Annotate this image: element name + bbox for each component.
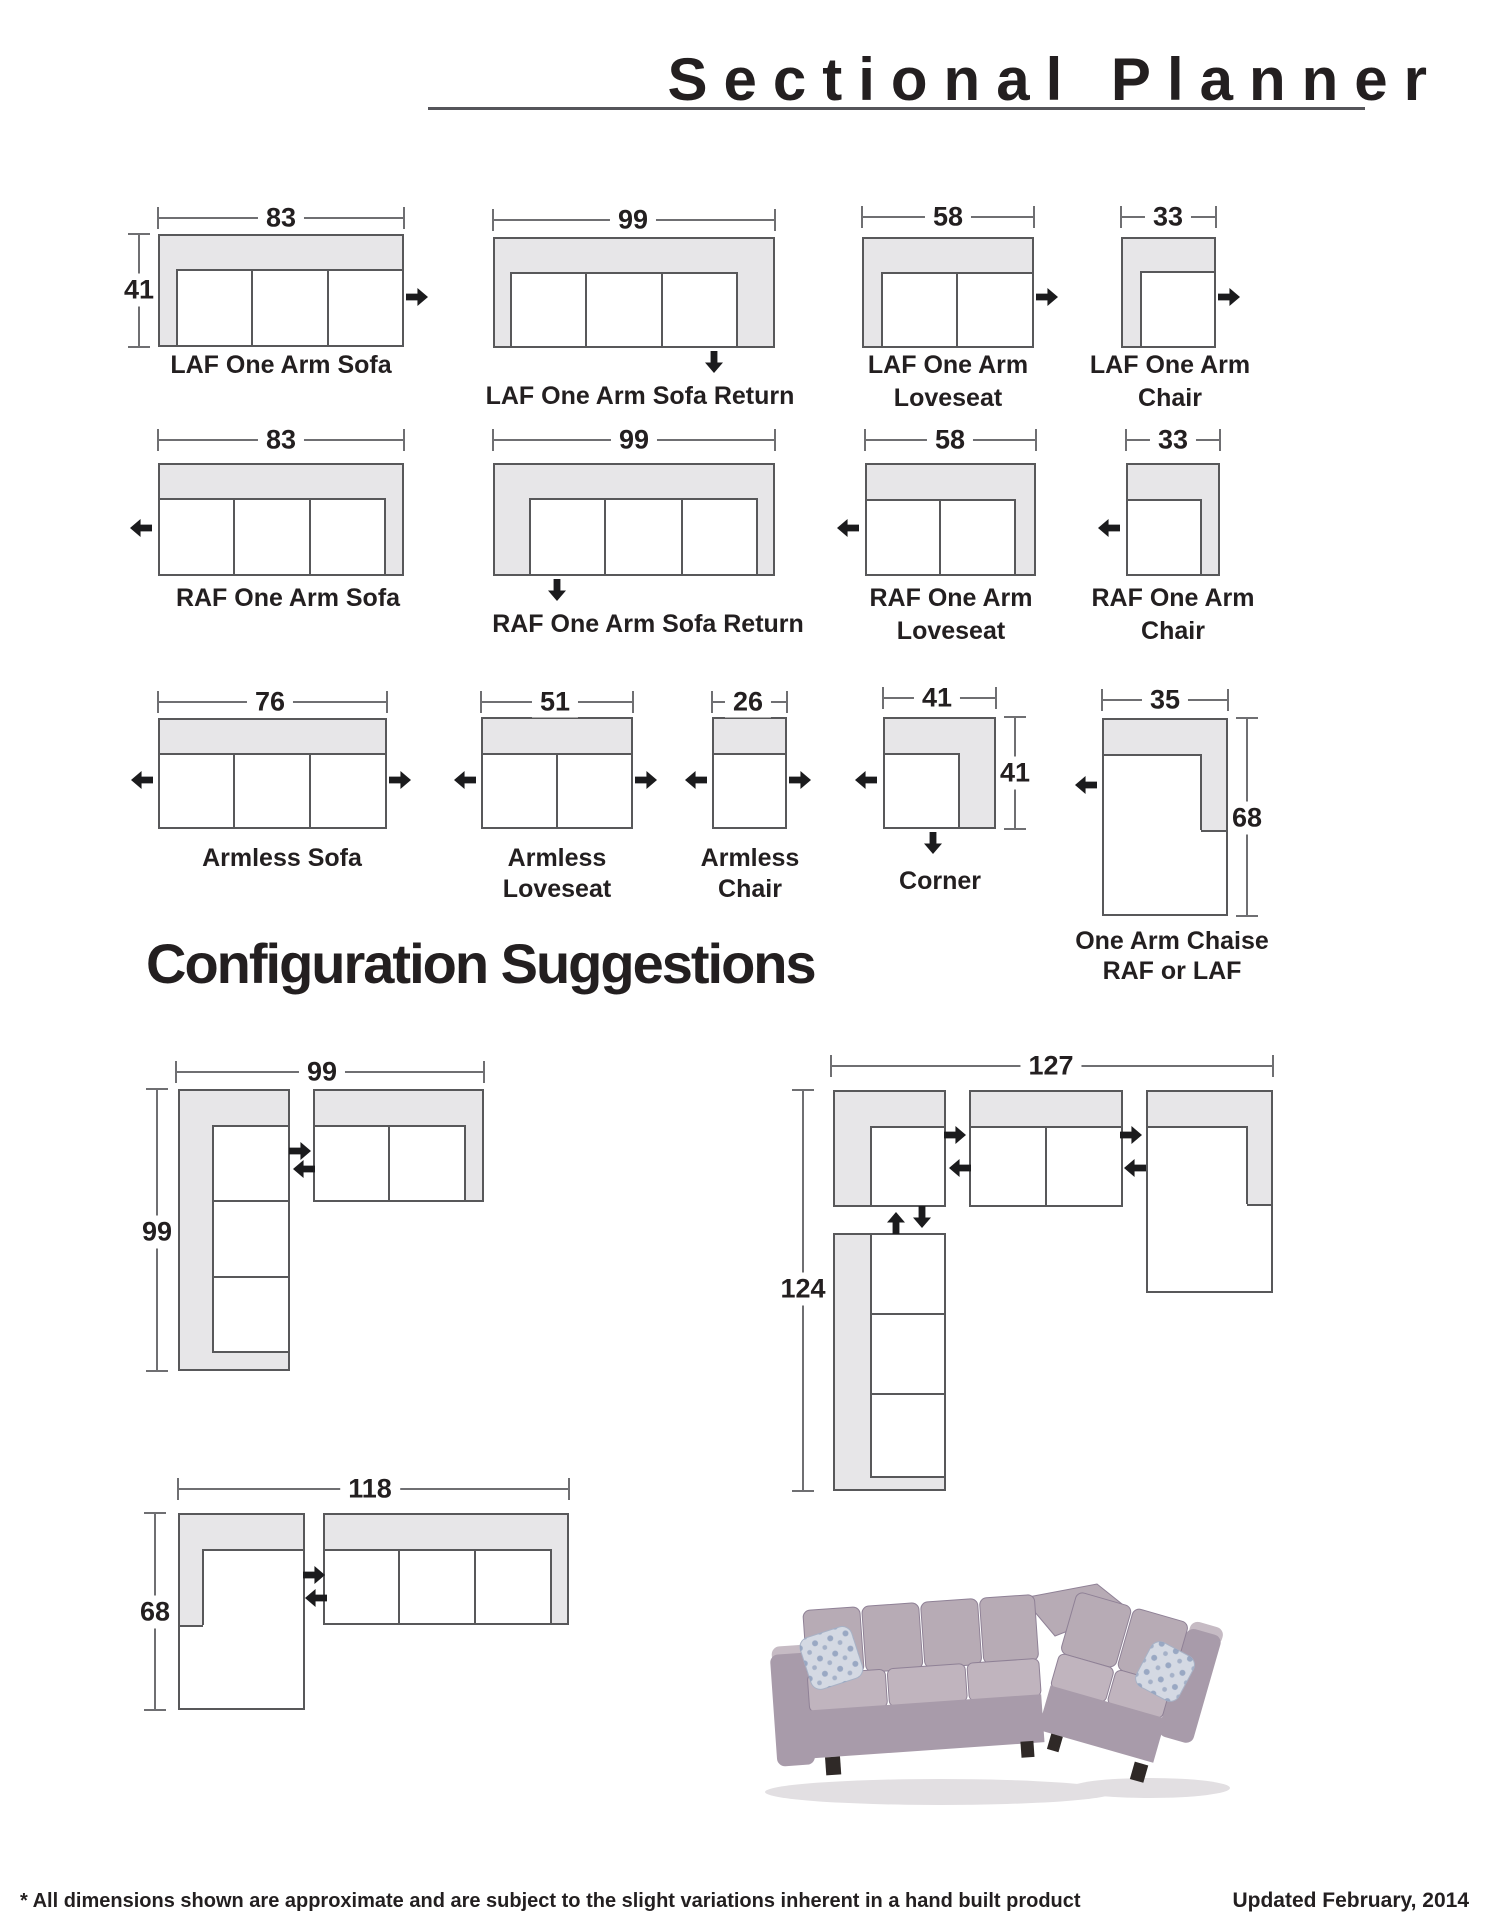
laf-one-arm-loveseat-divider-0 <box>956 272 958 348</box>
raf-one-arm-sofa-label: RAF One Arm Sofa <box>175 584 401 612</box>
raf-one-arm-sofa-return-arrow-down-icon <box>548 579 566 601</box>
one-arm-chaise-dim-tick-1-0 <box>1236 717 1258 719</box>
laf-one-arm-sofa-dim-tick-1-0 <box>128 233 150 235</box>
raf-one-arm-sofa-return-divider-1 <box>681 498 683 576</box>
laf-one-arm-loveseat-dim-value-0: 58 <box>925 202 971 233</box>
armless-sofa-divider-0 <box>233 753 235 829</box>
laf-one-arm-chair-arrow-right-icon <box>1218 288 1240 306</box>
laf-one-arm-chair-label-line-1: LAF One Arm <box>1089 351 1251 379</box>
corner-dim-tick-1-1 <box>1004 828 1026 830</box>
raf-one-arm-sofa-return-shape-1 <box>529 498 758 576</box>
config-99x99-dim-tick-0-1 <box>483 1061 485 1083</box>
laf-one-arm-sofa-dim-tick-0-0 <box>157 207 159 229</box>
armless-chair-arrow-right-icon <box>789 771 811 789</box>
raf-one-arm-sofa-arrow-left-icon <box>130 519 152 537</box>
config-127x124-dim-tick-0-0 <box>830 1055 832 1077</box>
armless-sofa-arrow-right-icon <box>389 771 411 789</box>
armless-chair-label-line-1: Armless <box>700 844 800 872</box>
raf-one-arm-sofa-return-dim-tick-0-0 <box>492 429 494 451</box>
laf-one-arm-sofa-return-dim-tick-0-0 <box>492 209 494 231</box>
corner-dim-tick-0-1 <box>995 687 997 709</box>
config-118x68-dim-value-1: 68 <box>137 1596 173 1629</box>
laf-one-arm-sofa-label: LAF One Arm Sofa <box>170 351 392 379</box>
config-127x124-shape-5 <box>1146 1126 1247 1293</box>
config-127x124-divider-0 <box>1045 1126 1047 1207</box>
page-title: Sectional Planner <box>667 46 1443 113</box>
laf-one-arm-sofa-dim-tick-0-1 <box>403 207 405 229</box>
armless-loveseat-dim-tick-0-1 <box>632 691 634 713</box>
raf-one-arm-sofa-dim-tick-0-0 <box>157 429 159 451</box>
laf-one-arm-loveseat-dim-tick-0-0 <box>861 206 863 228</box>
one-arm-chaise-shape-2 <box>1201 830 1228 916</box>
config-118x68-divider-2 <box>474 1549 476 1625</box>
armless-chair-shape-1 <box>712 753 787 829</box>
one-arm-chaise-dim-value-1: 68 <box>1229 802 1265 835</box>
armless-sofa-arrow-left-icon <box>131 771 153 789</box>
laf-one-arm-sofa-return-dim-tick-0-1 <box>774 209 776 231</box>
config-118x68-dim-value-0: 118 <box>340 1474 400 1505</box>
raf-one-arm-chair-dim-tick-0-0 <box>1125 429 1127 451</box>
raf-one-arm-loveseat-dim-tick-0-1 <box>1035 429 1037 451</box>
config-118x68-dim-tick-1-1 <box>144 1709 166 1711</box>
config-127x124-arrow-right-icon <box>944 1126 966 1144</box>
corner-dim-tick-1-0 <box>1004 716 1026 718</box>
armless-sofa-divider-1 <box>309 753 311 829</box>
laf-one-arm-sofa-shape-1 <box>176 269 404 347</box>
config-99x99-dim-tick-1-1 <box>146 1370 168 1372</box>
updated-date: Updated February, 2014 <box>1232 1889 1469 1912</box>
laf-one-arm-chair-dim-value-0: 33 <box>1145 202 1191 233</box>
one-arm-chaise-arrow-left-icon <box>1075 776 1097 794</box>
config-118x68-arrow-right-icon <box>303 1566 325 1584</box>
config-127x124-arrow-left-icon <box>1124 1159 1146 1177</box>
laf-one-arm-sofa-divider-1 <box>327 269 329 347</box>
config-118x68-divider-0 <box>202 1549 204 1625</box>
raf-one-arm-sofa-dim-tick-0-1 <box>403 429 405 451</box>
raf-one-arm-chair-dim-value-0: 33 <box>1150 425 1196 456</box>
config-127x124-arrow-up-icon <box>887 1212 905 1234</box>
config-118x68-shape-1 <box>203 1549 305 1710</box>
section-heading: Configuration Suggestions <box>146 932 815 995</box>
config-118x68-divider-1 <box>398 1549 400 1625</box>
corner-shape-1 <box>883 753 960 829</box>
config-118x68-shape-2 <box>178 1625 203 1710</box>
armless-chair-label-line-2: Chair <box>718 875 782 903</box>
config-99x99-arrow-right-icon <box>289 1142 311 1160</box>
laf-one-arm-sofa-divider-0 <box>251 269 253 347</box>
laf-one-arm-chair-shape-1 <box>1140 271 1216 348</box>
raf-one-arm-loveseat-arrow-left-icon <box>837 519 859 537</box>
laf-one-arm-sofa-return-divider-0 <box>585 272 587 348</box>
armless-loveseat-label-line-1: Armless <box>507 844 607 872</box>
config-127x124-arrow-down-icon <box>913 1206 931 1228</box>
laf-one-arm-loveseat-label-line-1: LAF One Arm <box>867 351 1029 379</box>
one-arm-chaise-dim-tick-0-0 <box>1101 689 1103 711</box>
laf-one-arm-loveseat-arrow-right-icon <box>1036 288 1058 306</box>
corner-dim-tick-0-0 <box>882 687 884 709</box>
config-99x99-dim-tick-1-0 <box>146 1088 168 1090</box>
corner-arrow-left-icon <box>855 771 877 789</box>
laf-one-arm-sofa-return-arrow-down-icon <box>705 351 723 373</box>
corner-arrow-down-icon <box>924 832 942 854</box>
armless-sofa-dim-tick-0-0 <box>157 691 159 713</box>
armless-chair-dim-tick-0-0 <box>711 691 713 713</box>
raf-one-arm-chair-label-line-2: Chair <box>1141 617 1205 645</box>
config-127x124-dim-tick-0-1 <box>1272 1055 1274 1077</box>
raf-one-arm-sofa-shape-1 <box>158 498 386 576</box>
raf-one-arm-loveseat-label-line-2: Loveseat <box>896 617 1006 645</box>
laf-one-arm-chair-dim-tick-0-0 <box>1120 206 1122 228</box>
one-arm-chaise-dim-tick-0-1 <box>1227 689 1229 711</box>
config-127x124-divider-1 <box>1246 1126 1248 1204</box>
raf-one-arm-sofa-divider-0 <box>233 498 235 576</box>
armless-chair-dim-value-0: 26 <box>725 687 771 718</box>
raf-one-arm-sofa-divider-1 <box>309 498 311 576</box>
raf-one-arm-loveseat-divider-0 <box>939 499 941 576</box>
config-127x124-shape-8 <box>870 1233 946 1478</box>
armless-sofa-shape-1 <box>158 753 387 829</box>
raf-one-arm-sofa-return-dim-value-0: 99 <box>611 425 657 456</box>
laf-one-arm-loveseat-dim-tick-0-1 <box>1033 206 1035 228</box>
sectional-sofa-photo <box>755 1540 1245 1840</box>
config-127x124-shape-1 <box>870 1126 946 1207</box>
armless-sofa-dim-tick-0-1 <box>386 691 388 713</box>
one-arm-chaise-label-line-1: One Arm Chaise <box>1075 927 1269 955</box>
laf-one-arm-sofa-return-label: LAF One Arm Sofa Return <box>485 382 795 410</box>
config-127x124-divider-3 <box>870 1393 946 1395</box>
raf-one-arm-chair-label-line-1: RAF One Arm <box>1091 584 1255 612</box>
corner-dim-value-1: 41 <box>997 757 1033 790</box>
config-127x124-dim-value-0: 127 <box>1020 1051 1081 1082</box>
config-118x68-dim-tick-0-0 <box>177 1478 179 1500</box>
config-127x124-dim-value-1: 124 <box>777 1273 828 1306</box>
one-arm-chaise-shape-1 <box>1102 754 1201 916</box>
laf-one-arm-sofa-dim-value-0: 83 <box>258 203 304 234</box>
laf-one-arm-sofa-return-dim-value-0: 99 <box>610 205 656 236</box>
raf-one-arm-sofa-return-dim-tick-0-1 <box>774 429 776 451</box>
one-arm-chaise-label-line-2: RAF or LAF <box>1102 957 1242 985</box>
raf-one-arm-loveseat-dim-value-0: 58 <box>927 425 973 456</box>
config-127x124-shape-6 <box>1247 1204 1273 1293</box>
footer-disclaimer: * All dimensions shown are approximate and are subject to the slight variations inherent in a hand built product <box>20 1890 1081 1912</box>
laf-one-arm-sofa-arrow-right-icon <box>406 288 428 306</box>
raf-one-arm-chair-shape-1 <box>1126 499 1202 576</box>
armless-chair-dim-tick-0-1 <box>786 691 788 713</box>
laf-one-arm-sofa-return-divider-1 <box>661 272 663 348</box>
laf-one-arm-sofa-dim-tick-1-1 <box>128 346 150 348</box>
config-99x99-dim-tick-0-0 <box>175 1061 177 1083</box>
config-99x99-dim-value-0: 99 <box>299 1057 345 1088</box>
config-118x68-dim-tick-0-1 <box>568 1478 570 1500</box>
config-127x124-arrow-right-icon <box>1120 1126 1142 1144</box>
corner-dim-value-0: 41 <box>914 683 960 714</box>
armless-sofa-label: Armless Sofa <box>202 844 362 872</box>
config-118x68-dim-tick-1-0 <box>144 1512 166 1514</box>
config-99x99-divider-2 <box>388 1125 390 1202</box>
one-arm-chaise-dim-value-0: 35 <box>1142 685 1188 716</box>
raf-one-arm-chair-arrow-left-icon <box>1098 519 1120 537</box>
armless-chair-arrow-left-icon <box>685 771 707 789</box>
raf-one-arm-loveseat-dim-tick-0-0 <box>864 429 866 451</box>
config-99x99-divider-1 <box>212 1276 290 1278</box>
raf-one-arm-sofa-return-divider-0 <box>604 498 606 576</box>
config-127x124-dim-tick-1-0 <box>792 1089 814 1091</box>
raf-one-arm-sofa-return-label: RAF One Arm Sofa Return <box>492 610 804 638</box>
armless-loveseat-arrow-left-icon <box>454 771 476 789</box>
config-99x99-arrow-left-icon <box>293 1160 315 1178</box>
config-118x68-shape-4 <box>323 1549 552 1625</box>
raf-one-arm-chair-dim-tick-0-1 <box>1219 429 1221 451</box>
config-127x124-divider-2 <box>870 1313 946 1315</box>
raf-one-arm-loveseat-label-line-1: RAF One Arm <box>869 584 1033 612</box>
laf-one-arm-chair-label-line-2: Chair <box>1138 384 1202 412</box>
config-99x99-dim-value-1: 99 <box>139 1216 175 1249</box>
config-127x124-arrow-left-icon <box>949 1159 971 1177</box>
armless-loveseat-label-line-2: Loveseat <box>502 875 612 903</box>
armless-loveseat-arrow-right-icon <box>635 771 657 789</box>
armless-loveseat-dim-tick-0-0 <box>480 691 482 713</box>
config-99x99-divider-0 <box>212 1200 290 1202</box>
laf-one-arm-sofa-dim-value-1: 41 <box>121 274 157 307</box>
raf-one-arm-sofa-dim-value-0: 83 <box>258 425 304 456</box>
one-arm-chaise-divider-0 <box>1200 754 1202 830</box>
laf-one-arm-sofa-return-shape-1 <box>510 272 738 348</box>
config-127x124-dim-tick-1-1 <box>792 1490 814 1492</box>
armless-sofa-dim-value-0: 76 <box>247 687 293 718</box>
armless-loveseat-divider-0 <box>556 753 558 829</box>
armless-loveseat-dim-value-0: 51 <box>532 687 578 718</box>
one-arm-chaise-dim-tick-1-1 <box>1236 915 1258 917</box>
config-99x99-shape-1 <box>212 1125 290 1353</box>
laf-one-arm-loveseat-label-line-2: Loveseat <box>893 384 1003 412</box>
corner-label: Corner <box>899 867 981 895</box>
laf-one-arm-chair-dim-tick-0-1 <box>1215 206 1217 228</box>
